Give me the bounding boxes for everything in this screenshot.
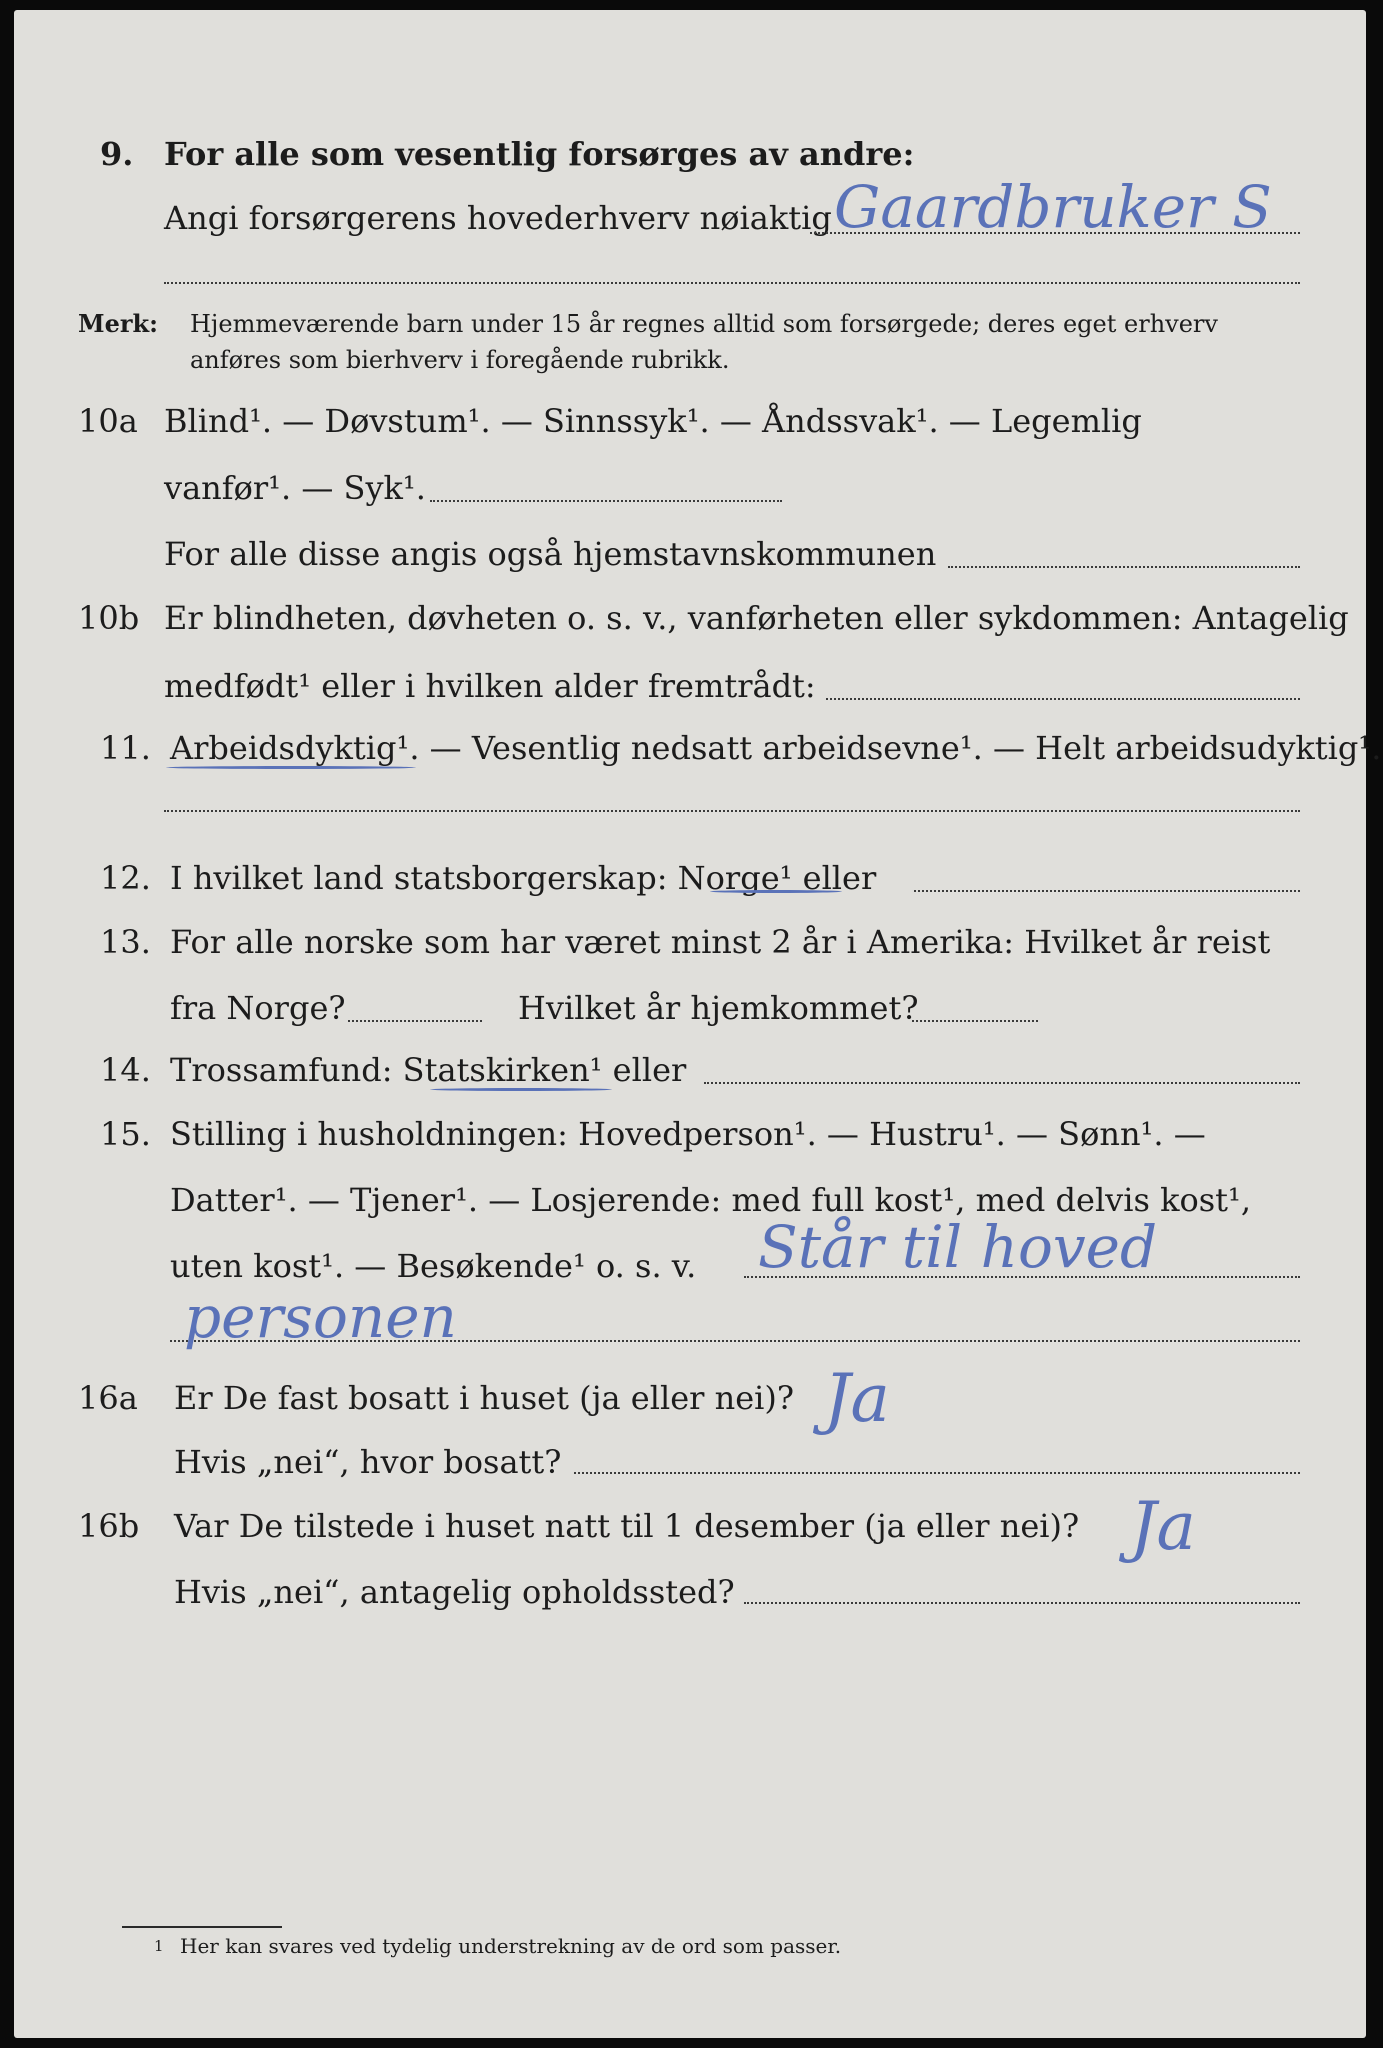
q10b-answer-line bbox=[826, 698, 1300, 700]
q16b-opholdssted-line bbox=[744, 1602, 1300, 1604]
q16a-number: 16a bbox=[78, 1379, 138, 1417]
q13-reist-line bbox=[348, 1020, 482, 1022]
q12-handwritten-underline bbox=[710, 890, 842, 893]
q10a-line3: For alle disse angis også hjemstavnskommunen bbox=[164, 535, 937, 573]
q16b-handwritten-answer: Ja bbox=[1130, 1488, 1196, 1565]
footnote-text: Her kan svares ved tydelig understrekning av de ord som passer. bbox=[180, 1934, 842, 1958]
merk-line2: anføres som bierhverv i foregående rubrikk. bbox=[190, 346, 730, 374]
q9-number: 9. bbox=[100, 135, 134, 173]
merk-line1: Hjemmeværende barn under 15 år regnes alltid som forsørgede; deres eget erhverv bbox=[190, 310, 1218, 338]
q13-line2b: Hvilket år hjemkommet? bbox=[518, 989, 919, 1027]
q11-handwritten-underline bbox=[166, 766, 416, 769]
q16b-number: 16b bbox=[78, 1507, 140, 1545]
q9-handwritten-answer: Gaardbruker S bbox=[834, 173, 1272, 241]
q14-number: 14. bbox=[100, 1051, 151, 1089]
q9-line2: Angi forsørgerens hovederhverv nøiaktig bbox=[164, 199, 832, 237]
q10a-kommune-line bbox=[948, 566, 1300, 568]
q15-line3: uten kost¹. — Besøkende¹ o. s. v. bbox=[170, 1247, 697, 1285]
q13-number: 13. bbox=[100, 923, 151, 961]
q15-handwritten-answer-1: Står til hoved bbox=[758, 1213, 1158, 1281]
q12-line1: I hvilket land statsborgerskap: Norge¹ eller bbox=[170, 859, 877, 897]
q15-number: 15. bbox=[100, 1115, 151, 1153]
q16a-line2: Hvis „nei“, hvor bosatt? bbox=[174, 1443, 562, 1481]
footnote-mark: 1 bbox=[154, 1937, 164, 1955]
census-form-page bbox=[14, 10, 1382, 2038]
q11-line1: Arbeidsdyktig¹. — Vesentlig nedsatt arbeidsevne¹. — Helt arbeidsudyktig¹. bbox=[170, 729, 1382, 767]
q15-handwritten-answer-2: personen bbox=[184, 1283, 457, 1351]
q14-line1: Trossamfund: Statskirken¹ eller bbox=[170, 1051, 687, 1089]
q13-hjemkommet-line bbox=[912, 1020, 1038, 1022]
q10b-line1: Er blindheten, døvheten o. s. v., vanførheten eller sykdommen: Antagelig bbox=[164, 599, 1349, 637]
q14-handwritten-underline bbox=[430, 1088, 612, 1091]
q16a-bosatt-line bbox=[574, 1472, 1300, 1474]
q15-line2: Datter¹. — Tjener¹. — Losjerende: med full kost¹, med delvis kost¹, bbox=[170, 1181, 1252, 1219]
footnote-rule bbox=[122, 1926, 282, 1928]
q16b-line1: Var De tilstede i huset natt til 1 desember (ja eller nei)? bbox=[174, 1507, 1080, 1545]
q15-line1: Stilling i husholdningen: Hovedperson¹. — Hustru¹. — Sønn¹. — bbox=[170, 1115, 1206, 1153]
q11-extra-line bbox=[164, 810, 1300, 812]
q9-line1: For alle som vesentlig forsørges av andre: bbox=[164, 135, 915, 173]
q10b-line2: medfødt¹ eller i hvilken alder fremtrådt: bbox=[164, 667, 816, 705]
q10a-line2: vanfør¹. — Syk¹. bbox=[164, 469, 426, 507]
merk-label: Merk: bbox=[78, 309, 158, 338]
q14-answer-line bbox=[704, 1082, 1300, 1084]
q10a-line1: Blind¹. — Døvstum¹. — Sinnssyk¹. — Åndssvak¹. — Legemlig bbox=[164, 402, 1142, 440]
q11-number: 11. bbox=[100, 729, 151, 767]
q10b-number: 10b bbox=[78, 599, 140, 637]
q16a-handwritten-answer: Ja bbox=[824, 1360, 890, 1437]
q9-extra-line bbox=[164, 282, 1300, 284]
q16a-line1: Er De fast bosatt i huset (ja eller nei)? bbox=[174, 1379, 795, 1417]
q10a-number: 10a bbox=[78, 402, 138, 440]
q16b-line2: Hvis „nei“, antagelig opholdssted? bbox=[174, 1573, 735, 1611]
q12-answer-line bbox=[914, 890, 1300, 892]
q12-number: 12. bbox=[100, 859, 151, 897]
q10a-syk-line bbox=[430, 500, 782, 502]
q13-line2a: fra Norge? bbox=[170, 989, 346, 1027]
q13-line1: For alle norske som har været minst 2 år i Amerika: Hvilket år reist bbox=[170, 923, 1271, 961]
